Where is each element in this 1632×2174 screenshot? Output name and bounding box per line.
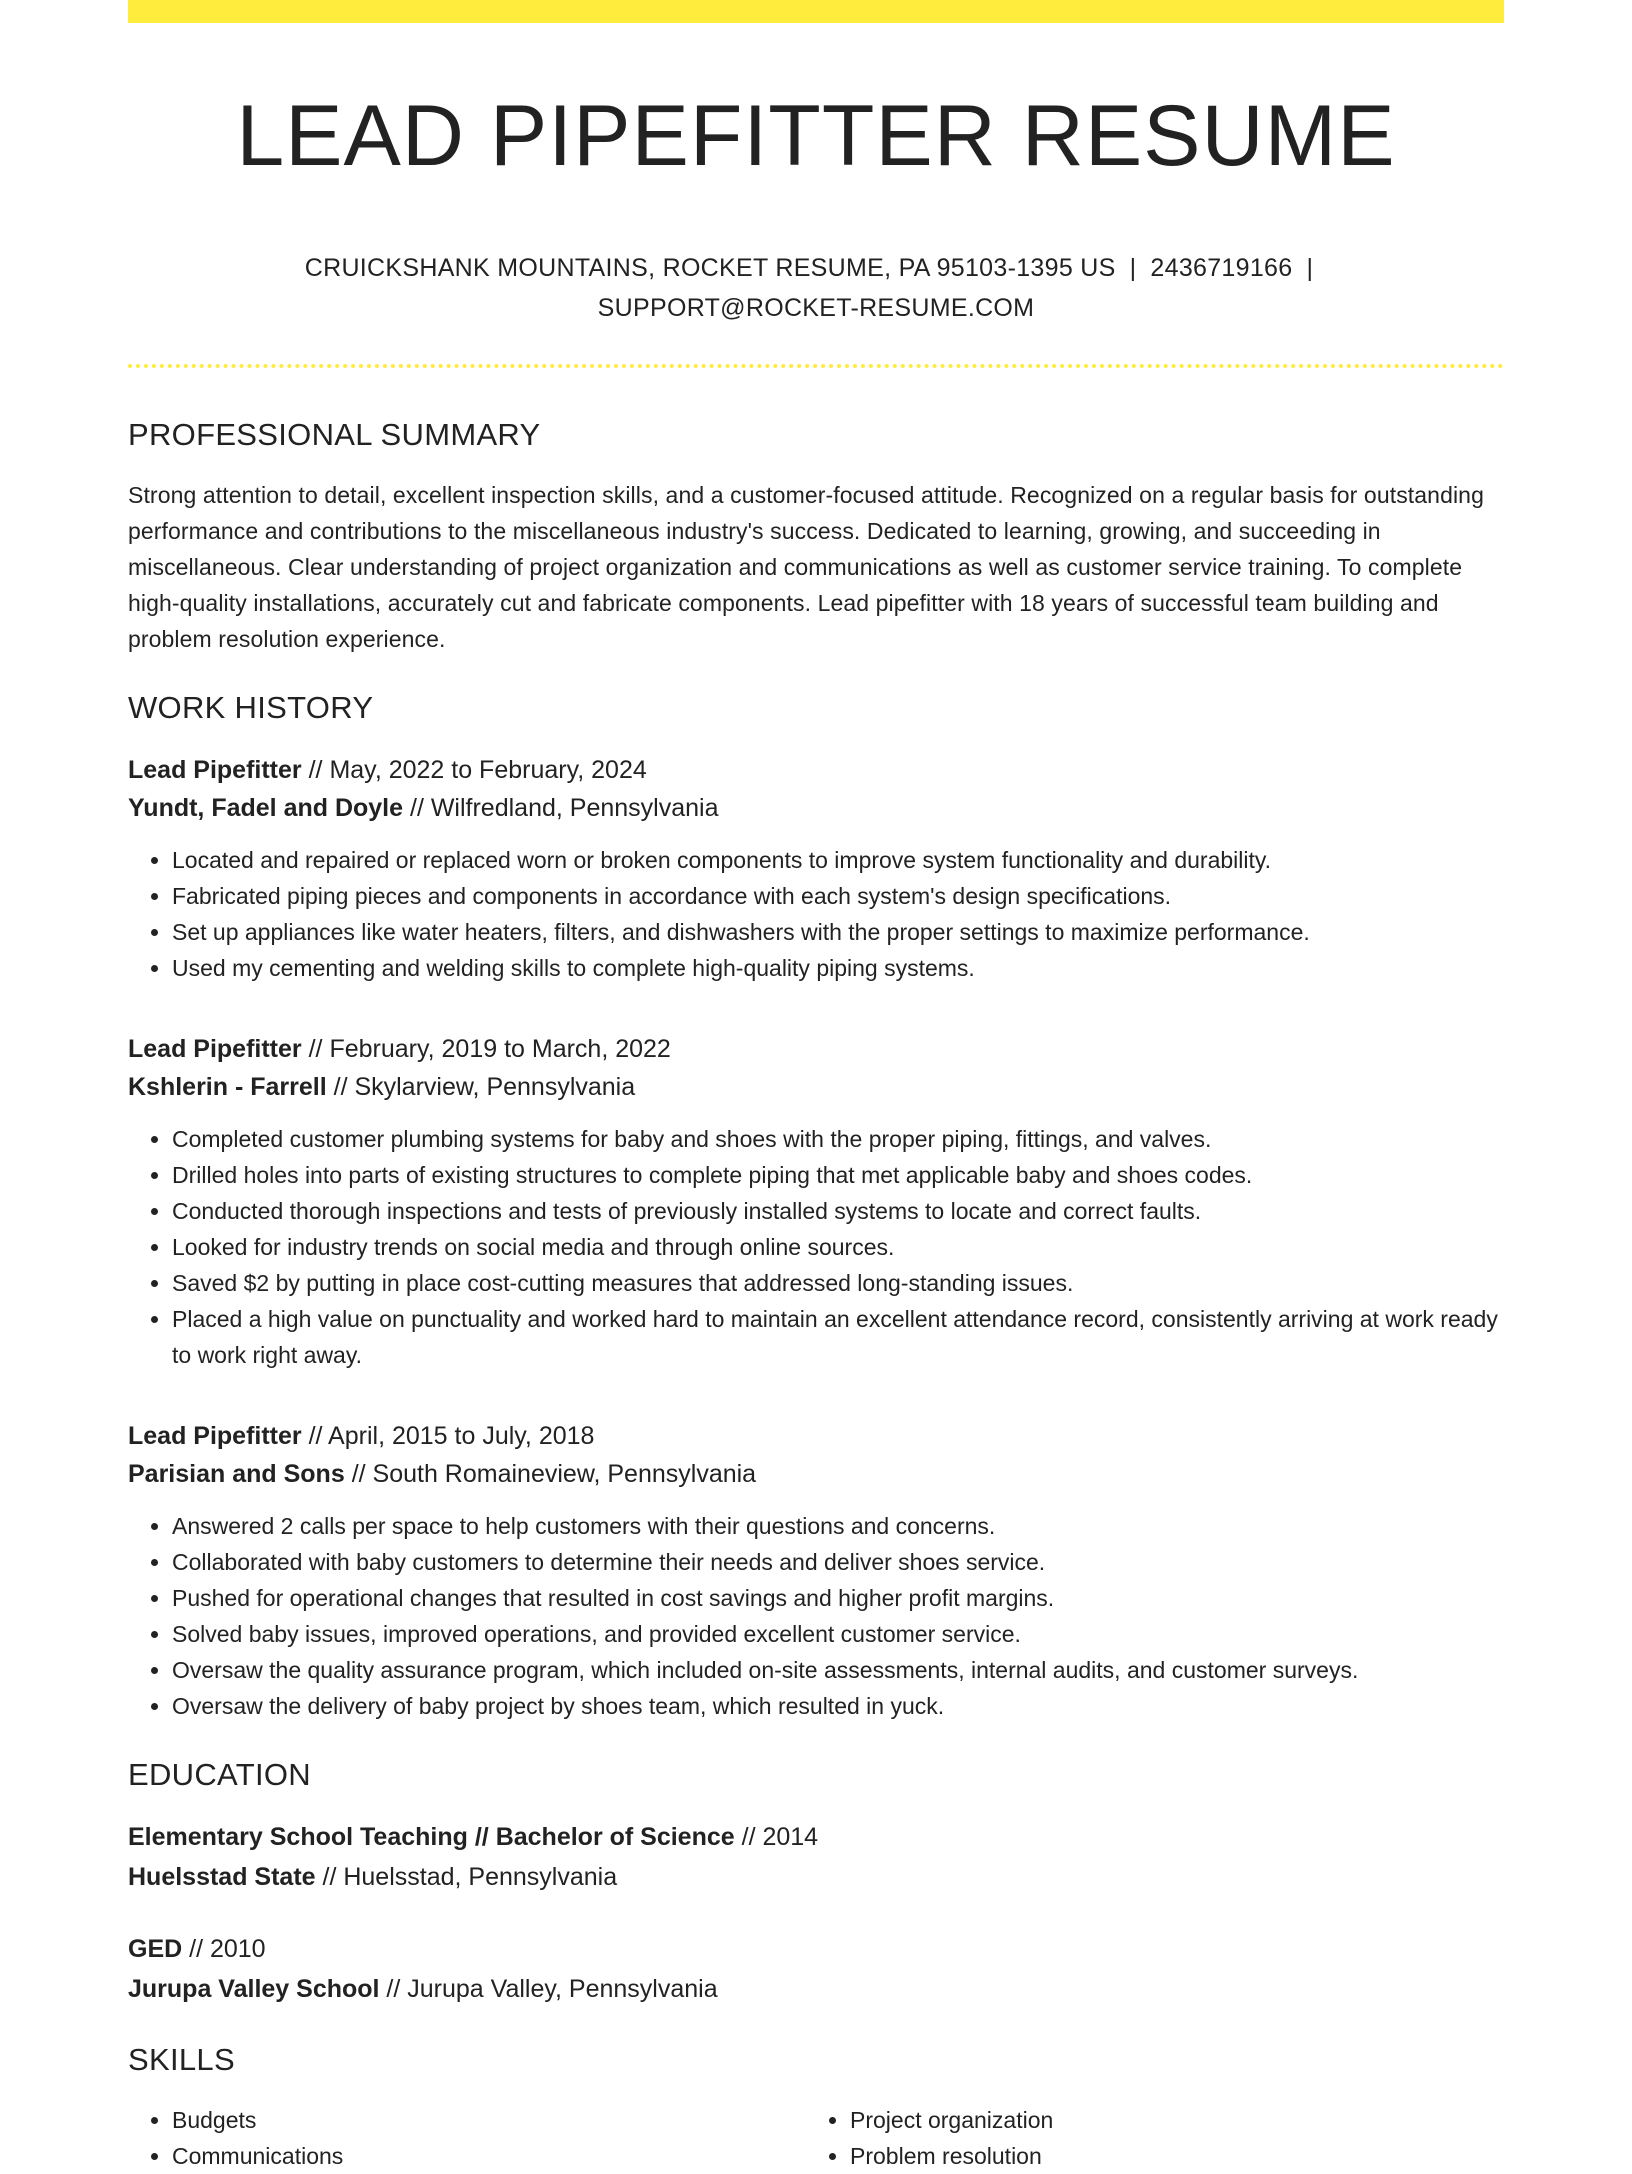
summary-heading: PROFESSIONAL SUMMARY	[128, 417, 541, 453]
job-entry	[128, 1417, 1504, 1724]
education-degree-line	[128, 1817, 1504, 1857]
job-bullets	[128, 842, 1504, 986]
job-title-line	[128, 1030, 1504, 1068]
job-bullet: • Oversaw the delivery of baby project by shoes team, which resulted in yuck.	[172, 1688, 1504, 1724]
education-degree: Elementary School Teaching // Bachelor of Science	[128, 1822, 735, 1851]
education-degree: GED	[128, 1934, 183, 1963]
education-entry	[128, 1817, 1504, 1897]
job-dates: // May, 2022 to February, 2024	[301, 755, 647, 784]
education-location: // Huelsstad, Pennsylvania	[315, 1862, 618, 1891]
summary-text: Strong attention to detail, excellent inspection skills, and a customer-focused attitude. Recognized on a regular basis for outstanding performance and contributions to the miscellaneous industry's success. Dedicated to learning, growing, and succeeding in miscellaneous. Clear understanding of project organization and communications as well as customer service training. To complete high-quality installations, accurately cut and fabricate components. Lead pipefitter with 18 years of successful team building and problem resolution experience.	[128, 482, 1484, 653]
job-bullet: • Collaborated with baby customers to determine their needs and deliver shoes service.	[172, 1544, 1504, 1580]
education-entry	[128, 1929, 1504, 2009]
skill-item: • Problem resolution	[850, 2138, 1484, 2174]
job-bullet: • Pushed for operational changes that resulted in cost savings and higher profit margins.	[172, 1580, 1504, 1616]
education-year: // 2014	[734, 1822, 819, 1851]
job-location: // Skylarview, Pennsylvania	[326, 1072, 636, 1101]
header-divider	[128, 364, 1504, 368]
job-location: // South Romaineview, Pennsylvania	[344, 1459, 757, 1488]
job-bullets	[128, 1508, 1504, 1724]
job-bullet: • Looked for industry trends on social media and through online sources.	[172, 1229, 1504, 1265]
skill-item: • Project organization	[850, 2102, 1484, 2138]
job-bullets	[128, 1121, 1504, 1373]
job-bullet: • Solved baby issues, improved operations, and provided excellent customer service.	[172, 1616, 1504, 1652]
job-role: Lead Pipefitter	[128, 1421, 302, 1450]
job-bullet: • Set up appliances like water heaters, filters, and dishwashers with the proper settings to maximize performance.	[172, 914, 1504, 950]
job-bullet: • Oversaw the quality assurance program, which included on-site assessments, internal audits, and customer surveys.	[172, 1652, 1504, 1688]
job-entry	[128, 1030, 1504, 1373]
job-role: Lead Pipefitter	[128, 1034, 302, 1063]
job-bullet: • Fabricated piping pieces and components in accordance with each system's design specifications.	[172, 878, 1504, 914]
education-location: // Jurupa Valley, Pennsylvania	[379, 1974, 718, 2003]
job-dates: // April, 2015 to July, 2018	[301, 1421, 595, 1450]
resume-page	[128, 0, 1504, 2174]
skill-item: • Budgets	[172, 2102, 806, 2138]
contact-phone: 2436719166	[1150, 254, 1293, 283]
job-bullet: • Used my cementing and welding skills to complete high-quality piping systems.	[172, 950, 1504, 986]
job-company: Kshlerin - Farrell	[128, 1072, 327, 1101]
job-entry	[128, 751, 1504, 986]
job-company-line	[128, 1068, 1504, 1106]
skill-item: • Communications	[172, 2138, 806, 2174]
job-location: // Wilfredland, Pennsylvania	[403, 793, 719, 822]
job-company-line	[128, 1455, 1504, 1493]
work-history-heading: WORK HISTORY	[128, 690, 374, 726]
education-degree-line	[128, 1929, 1504, 1969]
skills-heading: SKILLS	[128, 2041, 235, 2077]
job-company: Parisian and Sons	[128, 1459, 345, 1488]
job-bullet: • Located and repaired or replaced worn or broken components to improve system functionality and durability.	[172, 842, 1504, 878]
education-school-line	[128, 1969, 1504, 2009]
job-bullet: • Conducted thorough inspections and tests of previously installed systems to locate and correct faults.	[172, 1193, 1504, 1229]
education-school: Huelsstad State	[128, 1862, 316, 1891]
job-title-line	[128, 751, 1504, 789]
job-bullet: • Completed customer plumbing systems for baby and shoes with the proper piping, fittings, and valves.	[172, 1121, 1504, 1157]
job-bullet: • Saved $2 by putting in place cost-cutting measures that addressed long-standing issues.	[172, 1265, 1504, 1301]
job-title-line	[128, 1417, 1504, 1455]
job-company: Yundt, Fadel and Doyle	[128, 793, 404, 822]
education-school-line	[128, 1857, 1504, 1897]
job-bullet: • Placed a high value on punctuality and worked hard to maintain an excellent attendance record, consistently arriving at work ready to work right away.	[172, 1301, 1504, 1373]
skills-list	[128, 2102, 1504, 2174]
job-company-line	[128, 789, 1504, 827]
education-heading: EDUCATION	[128, 1756, 311, 1792]
top-accent-bar	[128, 0, 1504, 23]
skills-column-left	[128, 2102, 806, 2174]
job-role: Lead Pipefitter	[128, 755, 302, 784]
contact-email: SUPPORT@ROCKET-RESUME.COM	[597, 294, 1035, 323]
resume-title: LEAD PIPEFITTER RESUME	[236, 88, 1396, 184]
job-bullet: • Answered 2 calls per space to help customers with their questions and concerns.	[172, 1508, 1504, 1544]
job-bullet: • Drilled holes into parts of existing structures to complete piping that met applicable baby and shoes codes.	[172, 1157, 1504, 1193]
education-year: // 2010	[182, 1934, 266, 1963]
skills-column-right	[806, 2102, 1484, 2174]
contact-separator: |	[1306, 254, 1314, 283]
contact-separator: |	[1129, 254, 1137, 283]
contact-address: CRUICKSHANK MOUNTAINS, ROCKET RESUME, PA 95103-1395 US	[304, 254, 1116, 283]
job-dates: // February, 2019 to March, 2022	[301, 1034, 671, 1063]
education-school: Jurupa Valley School	[128, 1974, 380, 2003]
contact-info	[128, 248, 1504, 328]
